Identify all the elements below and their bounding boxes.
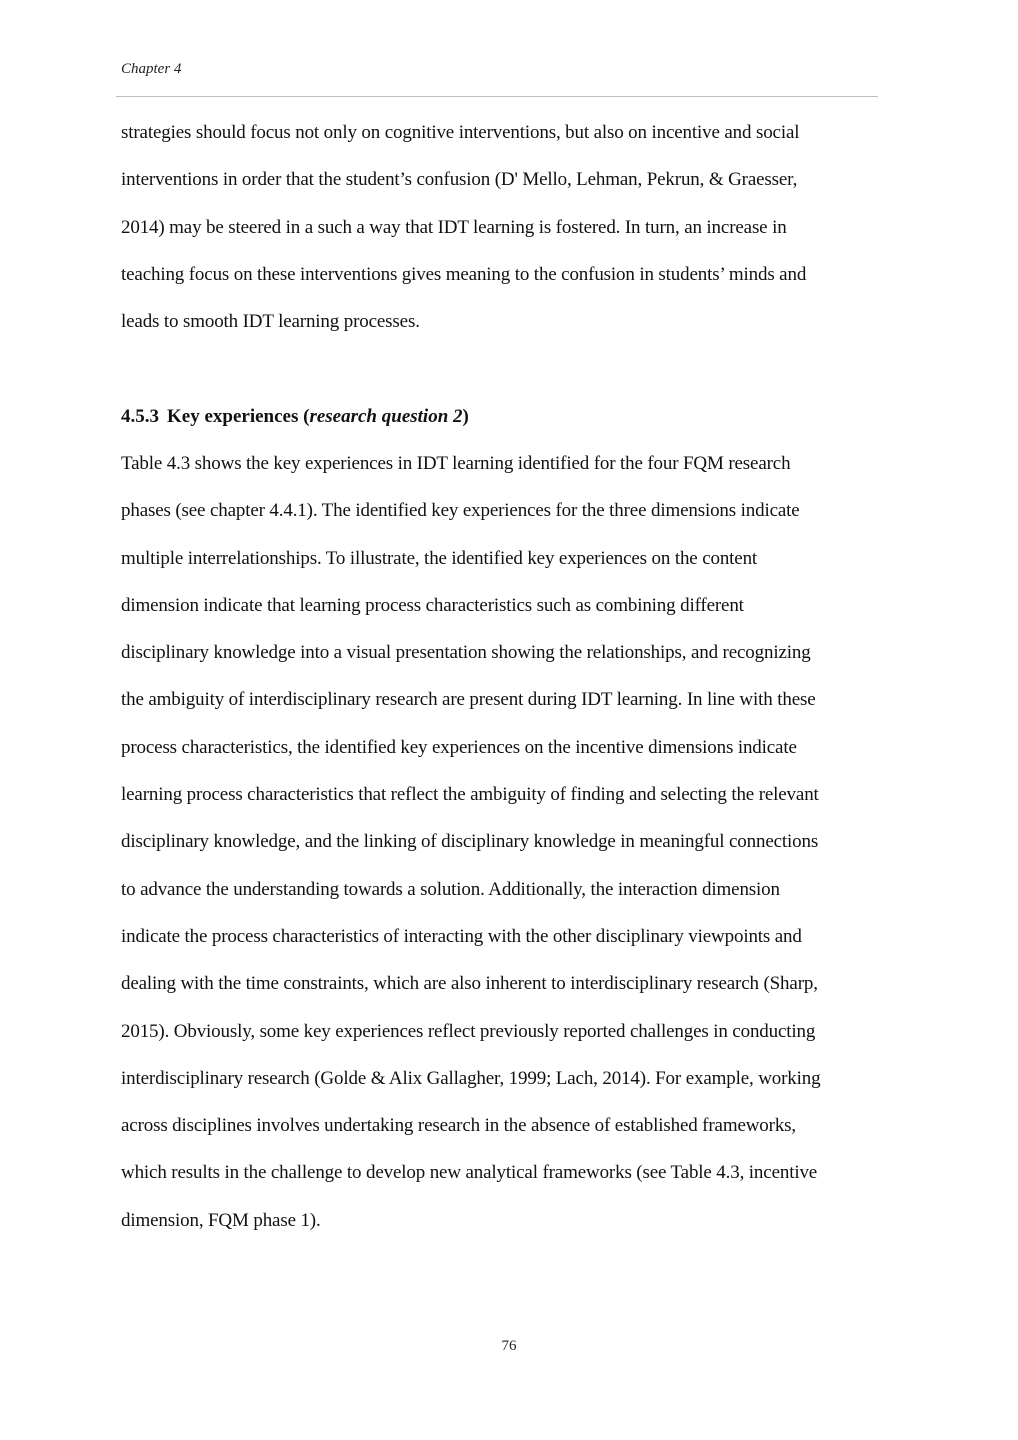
text-line: interdisciplinary research (Golde & Alix Gallagher, 1999; Lach, 2014). For example, working — [121, 1067, 821, 1089]
text-line: multiple interrelationships. To illustrate, the identified key experiences on the content — [121, 547, 758, 569]
section-title-prefix: Key experiences ( — [167, 406, 310, 427]
text-line: which results in the challenge to develop new analytical frameworks (see Table 4.3, incentive — [121, 1162, 818, 1184]
text-line: 2014) may be steered in a such a way that IDT learning is fostered. In turn, an increase in — [121, 216, 787, 238]
section-title-italic: research question 2 — [309, 406, 463, 427]
text-line: dimension indicate that learning process characteristics such as combining different — [121, 594, 744, 616]
text-line: phases (see chapter 4.4.1). The identified key experiences for the three dimensions indicate — [121, 500, 800, 522]
text-line: strategies should focus not only on cognitive interventions, but also on incentive and social — [121, 122, 800, 143]
paragraph-2 — [121, 440, 911, 1244]
paragraph-1 — [121, 109, 911, 345]
text-line: interventions in order that the student’s confusion (D' Mello, Lehman, Pekrun, & Graesser, — [121, 169, 798, 191]
text-line: disciplinary knowledge, and the linking of disciplinary knowledge in meaningful connections — [121, 831, 819, 853]
running-header: Chapter 4 — [121, 61, 182, 77]
text-line: the ambiguity of interdisciplinary research are present during IDT learning. In line with these — [121, 689, 816, 711]
text-line: disciplinary knowledge into a visual presentation showing the relationships, and recognizing — [121, 642, 811, 664]
section-number: 4.5.3 — [121, 406, 159, 427]
header-rule — [116, 96, 878, 97]
text-line: dimension, FQM phase 1). — [121, 1209, 321, 1231]
text-line: indicate the process characteristics of interacting with the other disciplinary viewpoints and — [121, 925, 802, 947]
page-number: 76 — [501, 1338, 517, 1354]
text-line: Table 4.3 shows the key experiences in IDT learning identified for the four FQM research — [121, 453, 791, 474]
text-line: 2015). Obviously, some key experiences reflect previously reported challenges in conducting — [121, 1020, 816, 1042]
text-line: across disciplines involves undertaking research in the absence of established frameworks, — [121, 1115, 797, 1137]
text-line: to advance the understanding towards a solution. Additionally, the interaction dimension — [121, 878, 780, 900]
text-line: teaching focus on these interventions gives meaning to the confusion in students’ minds and — [121, 263, 807, 285]
section-title-suffix: ) — [462, 406, 469, 427]
text-line: leads to smooth IDT learning processes. — [121, 311, 420, 333]
text-line: dealing with the time constraints, which are also inherent to interdisciplinary research (Sharp, — [121, 973, 818, 995]
text-line: process characteristics, the identified key experiences on the incentive dimensions indicate — [121, 736, 797, 758]
section-heading — [121, 404, 469, 430]
text-line: learning process characteristics that reflect the ambiguity of finding and selecting the relevant — [121, 784, 819, 806]
